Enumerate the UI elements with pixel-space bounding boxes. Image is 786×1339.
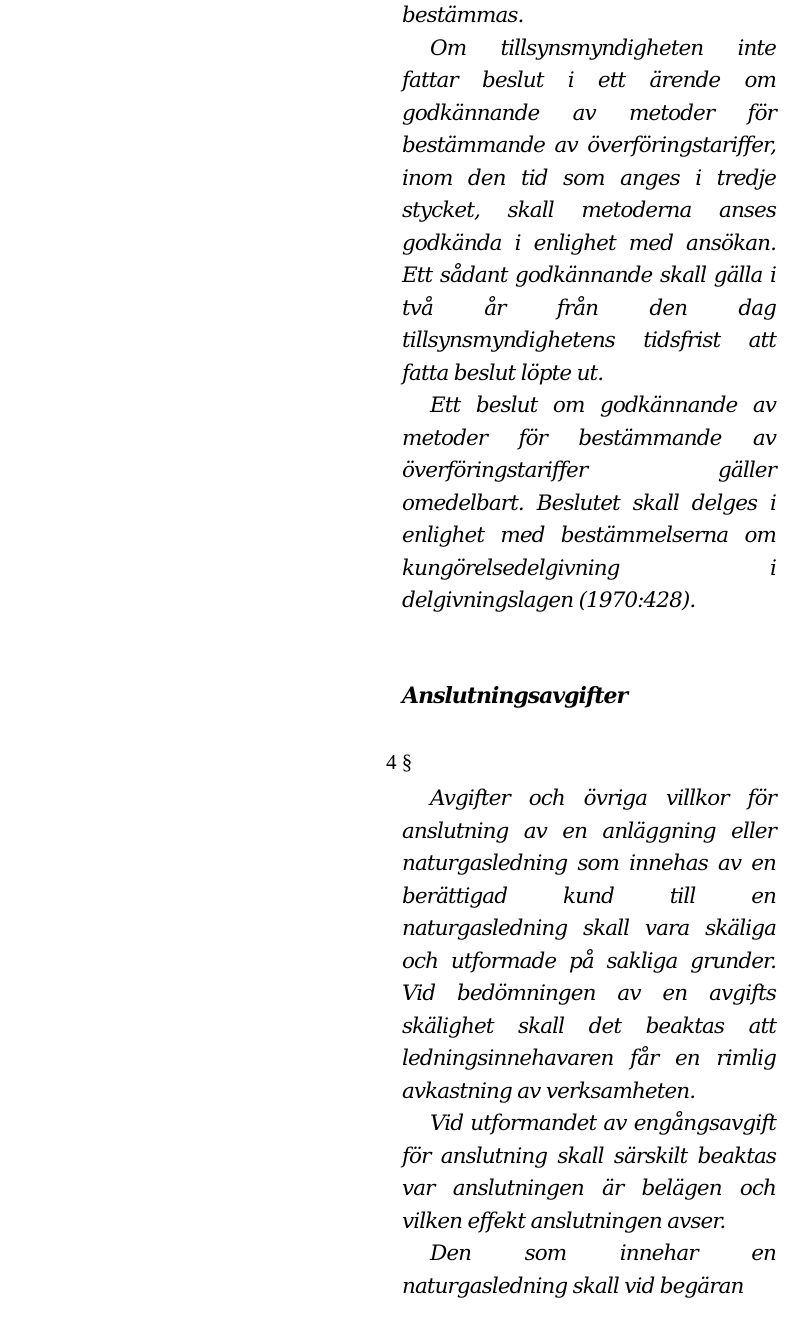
- paragraph-owner-request: Den som innehar en naturgasledning skall vid begäran: [402, 1241, 776, 1299]
- paragraph-continuation: bestämmas.: [402, 3, 524, 28]
- text-column-bottom: [402, 783, 776, 1303]
- paragraph-one-time-fee: Vid utformandet av engångsavgift för anslutning skall särskilt beaktas var anslutningen är belägen och vilken effekt anslutningen avser.: [402, 1111, 776, 1234]
- section-number: 4 §: [386, 750, 413, 774]
- paragraph-default-approval: Om tillsynsmyndigheten inte fattar beslut i ett ärende om godkännande av metoder för bestämmande av överföringstariffer, inom den tid som anges i tredje stycket, skall metoderna anses godkända i enlighet med ansökan. Ett sådant godkännande skall gälla i två år från den dag tillsynsmyndighetens tidsfrist att fatta beslut löpte ut.: [402, 35, 776, 386]
- section-heading: Anslutningsavgifter: [402, 683, 628, 709]
- paragraph-decision-effect: Ett beslut om godkännande av metoder för bestämmande av överföringstariffer gäller omedelbart. Beslutet skall delges i enlighet med bestämmelserna om kungörelsedelgivning i delgivningslagen (1970:428).: [402, 393, 776, 613]
- paragraph-connection-fees: Avgifter och övriga villkor för anslutning av en anläggning eller naturgasledning som innehas av en berättigad kund till en naturgasledning skall vara skäliga och utformade på sakliga grunder. Vid bedömningen av en avgifts skälighet skall det beaktas att ledningsinnehavaren får en rimlig avkastning av verksamheten.: [402, 786, 776, 1104]
- text-column-top: [402, 0, 776, 618]
